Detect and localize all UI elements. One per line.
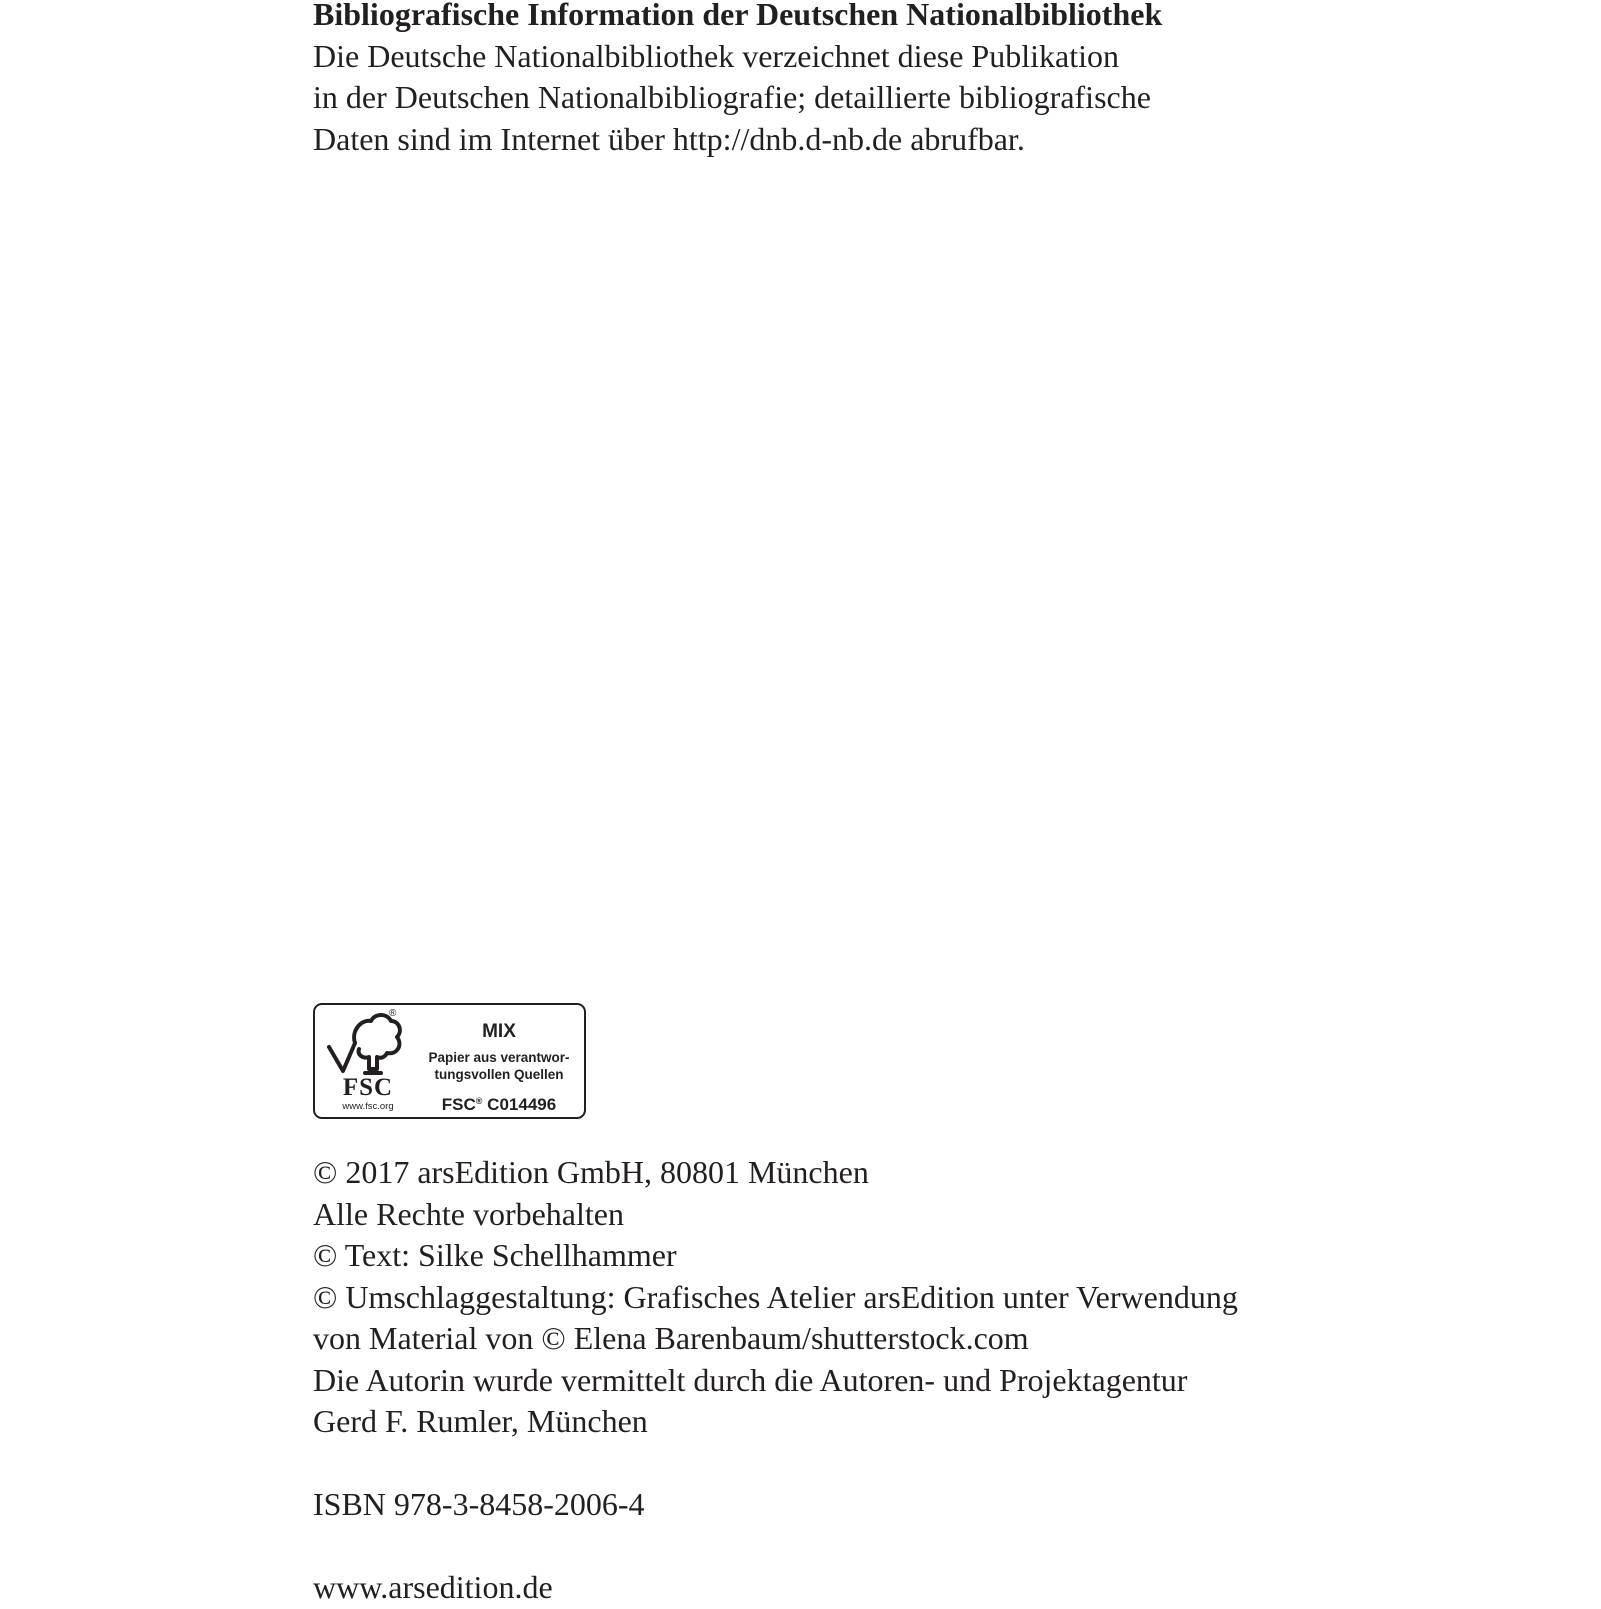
fsc-code-number: C014496 xyxy=(487,1095,557,1114)
website-link[interactable]: www.arsedition.de xyxy=(313,1569,553,1605)
fsc-license-code xyxy=(415,1091,583,1115)
dnb-notice-line: Daten sind im Internet über http://dnb.d-nb.de abrufbar. xyxy=(313,120,1025,157)
fsc-description-line: Papier aus verantwor- xyxy=(428,1050,570,1065)
dnb-notice-line: in der Deutschen Nationalbibliografie; detaillierte bibliografische xyxy=(313,79,1151,115)
fsc-wordmark: FSC xyxy=(342,1074,394,1101)
credit-line: © 2017 arsEdition GmbH, 80801 München xyxy=(313,1154,869,1190)
fsc-description-line: tungsvollen Quellen xyxy=(434,1067,564,1082)
credits xyxy=(313,1152,1238,1443)
fsc-code-prefix: FSC xyxy=(441,1095,476,1114)
isbn: ISBN 978-3-8458-2006-4 xyxy=(313,1486,645,1522)
fsc-url: www.fsc.org xyxy=(342,1101,394,1112)
fsc-mix-label: MIX xyxy=(482,1021,516,1042)
credit-line: von Material von © Elena Barenbaum/shutterstock.com xyxy=(313,1320,1029,1356)
dnb-notice-line: Die Deutsche Nationalbibliothek verzeichnet diese Publikation xyxy=(313,37,1119,74)
dnb-notice xyxy=(313,0,1162,160)
fsc-label xyxy=(313,1003,586,1119)
credit-line: © Umschlaggestaltung: Grafisches Atelier arsEdition unter Verwendung xyxy=(313,1278,1238,1315)
fsc-code-registered-mark: ® xyxy=(475,1096,483,1106)
fsc-tree-checkmark-icon xyxy=(325,1008,403,1081)
registered-mark: ® xyxy=(389,1008,397,1019)
credit-line: © Text: Silke Schellhammer xyxy=(313,1237,677,1273)
credit-line: Alle Rechte vorbehalten xyxy=(313,1195,624,1232)
credit-line: Die Autorin wurde vermittelt durch die Autoren- und Projektagentur xyxy=(313,1361,1188,1398)
fsc-description xyxy=(415,1049,583,1083)
credit-line: Gerd F. Rumler, München xyxy=(313,1403,648,1439)
dnb-heading: Bibliografische Information der Deutschen Nationalbibliothek xyxy=(313,0,1163,32)
